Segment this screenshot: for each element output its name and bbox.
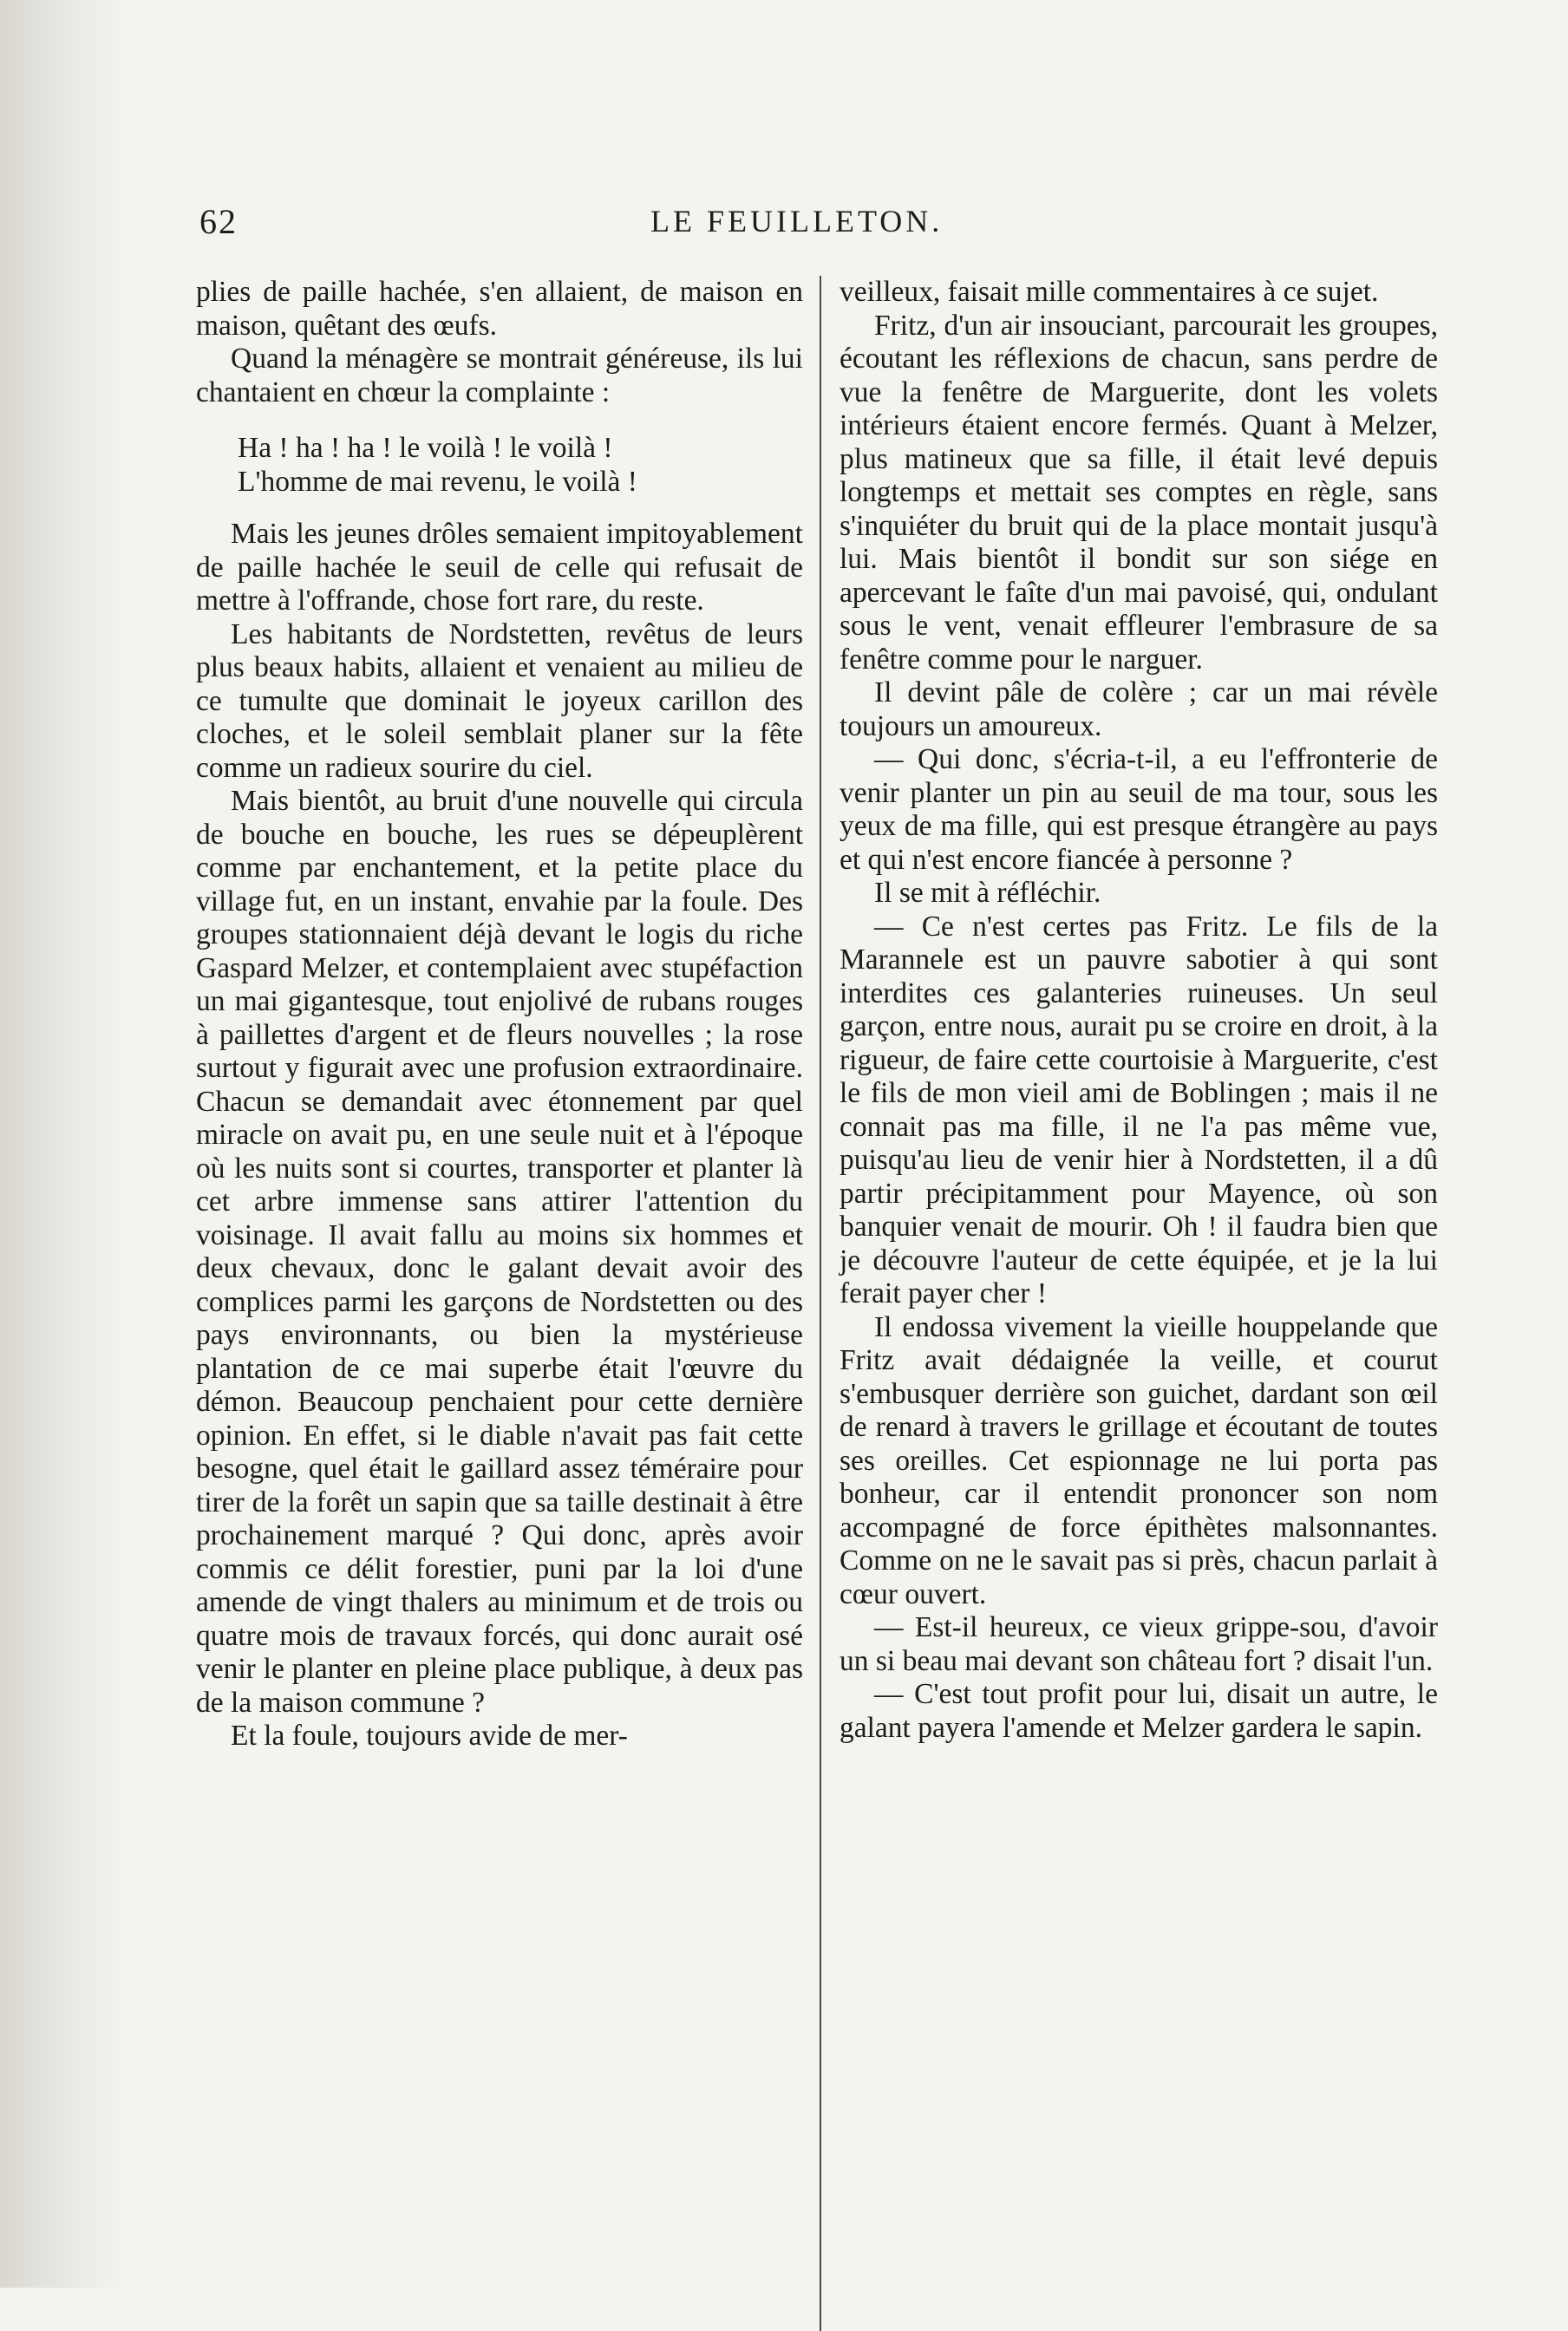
paragraph: Il se mit à réfléchir. [874,877,1101,909]
running-title: LE FEUILLETON. [650,204,944,238]
verse-line: Ha ! ha ! ha ! le voilà ! le voilà ! [238,432,613,464]
paragraph: Les habitants de Nordstetten, revêtus de leurs plus beaux habits, allaient et venaient au milieu de ce tumulte que dominait le joyeux carillon des cloches, et le soleil semblait planer sur la fête comme un radieux sourire du ciel. [196,617,803,784]
paragraph: Quand la ménagère se montrait généreuse, ils lui chantaient en chœur la complainte : [196,343,803,408]
paragraph: — C'est tout profit pour lui, disait un autre, le galant payera l'amende et Melzer gardera le sapin. [840,1678,1438,1744]
paragraph: plies de paille hachée, s'en allaient, de maison en maison, quêtant des œufs. [196,276,803,342]
column-divider [820,276,821,2331]
page-number: 62 [199,202,238,241]
paragraph: Mais bientôt, au bruit d'une nouvelle qui circula de bouche en bouche, les rues se dépeuplèrent comme par enchantement, et la petite place du village fut, en un instant, envahie par la foule. Des groupes stationnaient déjà devant le logis du riche Gaspard Melzer, et contemplaient avec stupéfaction un mai gigantesque, tout enjolivé de rubans rouges à paillettes d'argent et de fleurs nouvelles ; la rose surtout y figurait avec une profusion extraordinaire. Chacun se demandait avec étonnement par quel miracle on avait pu, en une seule nuit et à l'époque où les nuits sont si courtes, transporter et planter là cet arbre immense sans attirer l'attention du voisinage. Il avait fallu au moins six hommes et deux chevaux, donc le galant devait avoir des complices parmi les garçons de Nordstetten ou des pays environnants, ou bien la mystérieuse plantation de ce mai superbe était l'œuvre du démon. Beaucoup penchaient pour cette dernière opinion. En effet, si le diable n'avait pas fait cette besogne, quel était le gaillard assez téméraire pour tirer de la forêt un sapin que sa taille destinait à être prochainement marqué ? Qui donc, après avoir commis ce délit forestier, puni par la loi d'une amende de vingt thalers au minimum et de trois ou quatre mois de travaux forcés, qui donc aurait osé venir le planter en pleine place publique, à deux pas de la maison commune ? [196,785,803,1719]
page-header [199,201,1431,245]
paragraph: Il devint pâle de colère ; car un mai révèle toujours un amoureux. [840,676,1438,742]
page-edge [0,0,130,2288]
verse-line: L'homme de mai revenu, le voilà ! [238,465,637,498]
paragraph: — Qui donc, s'écria-t-il, a eu l'effronterie de venir planter un pin au seuil de ma tour, sous les yeux de ma fille, qui est presque étrangère au pays et qui n'est encore fiancée à personne ? [840,743,1438,876]
paragraph: Il endossa vivement la vieille houppelande que Fritz avait dédaignée la veille, et courut s'embusquer derrière son guichet, dardant son œil de renard à travers le grillage et écoutant de toutes ses oreilles. Cet espionnage ne lui porta pas bonheur, car il entendit prononcer son nom accompagné de force épithètes malsonnantes. Comme on ne le savait pas si près, chacun parlait à cœur ouvert. [840,1310,1438,1610]
verse [196,432,803,499]
paragraph: Mais les jeunes drôles semaient impitoyablement de paille hachée le seuil de celle qui refusait de mettre à l'offrande, chose fort rare, du reste. [196,518,803,617]
paragraph: Fritz, d'un air insouciant, parcourait les groupes, écoutant les réflexions de chacun, sans perdre de vue la fenêtre de Marguerite, dont les volets intérieurs étaient encore fermés. Quant à Melzer, plus matineux que sa fille, il était levé depuis longtemps et mettait ses comptes en règle, sans s'inquiéter du bruit qui de la place montait jusqu'à lui. Mais bientôt il bondit sur son siége en apercevant le faîte d'un mai pavoisé, qui, ondulant sous le vent, venait effleurer l'embrasure de sa fenêtre comme pour le narguer. [840,309,1438,676]
paragraph: — Ce n'est certes pas Fritz. Le fils de la Marannele est un pauvre sabotier à qui sont interdites ces galanteries ruineuses. Un seul garçon, entre nous, aurait pu se croire en droit, à la rigueur, de faire cette courtoisie à Marguerite, c'est le fils de mon vieil ami de Boblingen ; mais il ne connait pas ma fille, il ne l'a pas même vue, puisqu'au lieu de venir hier à Nordstetten, il a dû partir précipitamment pour Mayence, où son banquier venait de mourir. Oh ! il faudra bien que je découvre l'auteur de cette équipée, et je la lui ferait payer cher ! [840,910,1438,1309]
paragraph: Et la foule, toujours avide de mer- [231,1720,628,1752]
paragraph: — Est-il heureux, ce vieux grippe-sou, d'avoir un si beau mai devant son château fort ? disait l'un. [840,1611,1438,1677]
right-column [840,276,1438,1745]
paragraph: veilleux, faisait mille commentaires à ce sujet. [840,276,1379,308]
left-column [196,276,803,1753]
